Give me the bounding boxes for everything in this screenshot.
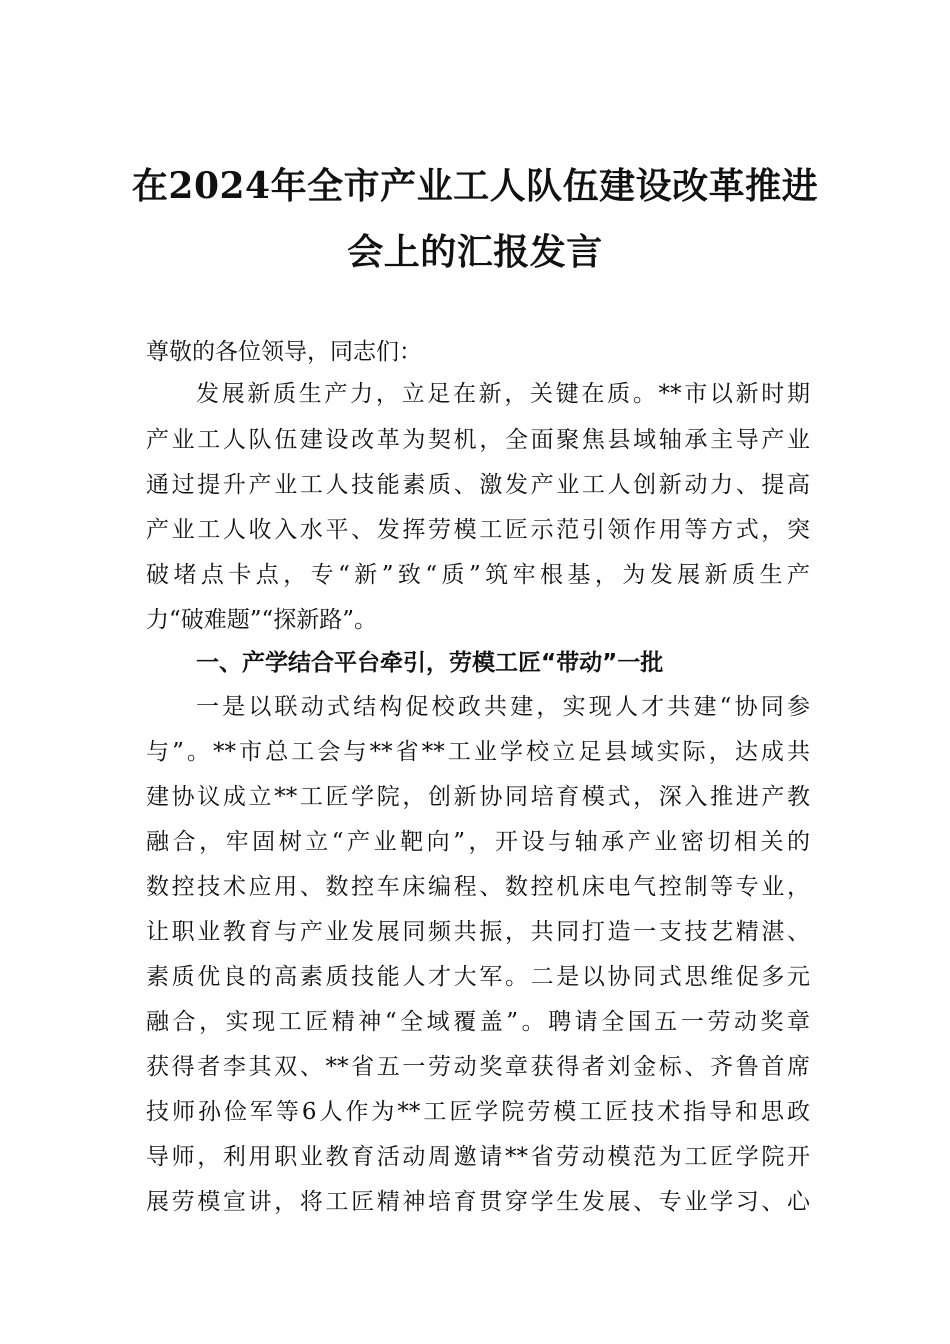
section-paragraph-line: 融合，牢固树立“产业靶向”，开设与轴承产业密切相关的 bbox=[146, 829, 810, 855]
document-title-line-1: 在2024年全市产业工人队伍建设改革推进 bbox=[131, 165, 819, 207]
intro-paragraph-line: 发展新质生产力，立足在新，关键在质。**市以新时期 bbox=[196, 381, 810, 407]
document-title-line-2: 会上的汇报发言 bbox=[347, 231, 603, 273]
intro-paragraph-line: 产业工人收入水平、发挥劳模工匠示范引领作用等方式，突 bbox=[146, 517, 810, 543]
section-paragraph-line: 导师，利用职业教育活动周邀请**省劳动模范为工匠学院开 bbox=[146, 1144, 810, 1170]
section-paragraph-line: 数控技术应用、数控车床编程、数控机床电气控制等专业， bbox=[146, 874, 810, 900]
section-paragraph-line: 与”。**市总工会与**省**工业学校立足县域实际，达成共 bbox=[146, 739, 810, 765]
section-paragraph-line: 技师孙俭军等6人作为**工匠学院劳模工匠技术指导和思政 bbox=[146, 1099, 810, 1125]
intro-paragraph-line: 产业工人队伍建设改革为契机，全面聚焦县域轴承主导产业 bbox=[146, 427, 810, 453]
intro-paragraph-line: 破堵点卡点，专“新”致“质”筑牢根基，为发展新质生产 bbox=[146, 562, 810, 588]
section-paragraph-line: 建协议成立**工匠学院，创新协同培育模式，深入推进产教 bbox=[146, 784, 810, 810]
section-paragraph-line: 素质优良的高素质技能人才大军。二是以协同式思维促多元 bbox=[146, 964, 810, 990]
intro-paragraph-line: 通过提升产业工人技能素质、激发产业工人创新动力、提高 bbox=[146, 472, 810, 498]
salutation: 尊敬的各位领导，同志们： bbox=[146, 339, 422, 365]
section-paragraph-line: 融合，实现工匠精神“全域覆盖”。聘请全国五一劳动奖章 bbox=[146, 1009, 810, 1035]
intro-paragraph-line: 力“破难题”“探新路”。 bbox=[146, 607, 378, 633]
section-paragraph-line: 获得者李其双、**省五一劳动奖章获得者刘金标、齐鲁首席 bbox=[146, 1054, 810, 1080]
section-paragraph-line: 让职业教育与产业发展同频共振，共同打造一支技艺精湛、 bbox=[146, 919, 810, 945]
section-paragraph-line: 展劳模宣讲，将工匠精神培育贯穿学生发展、专业学习、心 bbox=[146, 1189, 810, 1215]
section-heading-1: 一、产学结合平台牵引，劳模工匠“带动”一批 bbox=[196, 650, 664, 676]
section-paragraph-line: 一是以联动式结构促校政共建，实现人才共建“协同参 bbox=[196, 694, 810, 720]
